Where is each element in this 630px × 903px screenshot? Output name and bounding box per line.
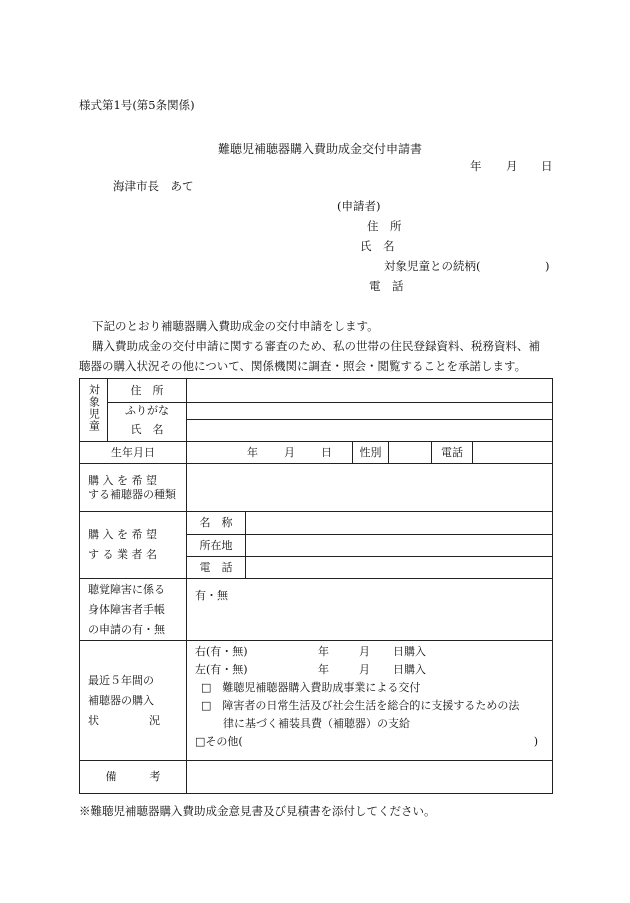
certificate-value[interactable]: 有・無 bbox=[187, 579, 553, 641]
left-year-label: 年 bbox=[318, 663, 329, 677]
device-type-label: 購 入 を 希 望 する補聴器の種類 bbox=[80, 464, 187, 512]
child-phone-label: 電話 bbox=[432, 442, 473, 464]
date-month: 月 bbox=[506, 159, 518, 173]
certificate-label: 聴覚障害に係る 身体障害者手帳 の申請の有・無 bbox=[80, 579, 187, 641]
applicant-heading: (申請者) bbox=[337, 199, 381, 213]
option-other-row[interactable] bbox=[187, 733, 552, 751]
sex-label: 性別 bbox=[353, 442, 389, 464]
right-ear-row bbox=[187, 643, 552, 661]
intro-line-3: 聴器の購入状況その他について、関係機関に調査・照会・閲覧することを承諾します。 bbox=[79, 359, 527, 373]
option-other-checkbox[interactable]: □その他( bbox=[195, 735, 243, 749]
child-furigana-field[interactable] bbox=[187, 403, 553, 420]
intro-line-2: 購入費助成金の交付申請に関する審査のため、私の世帯の住民登録資料、税務資料、補 bbox=[92, 339, 541, 353]
left-ear-row bbox=[187, 661, 552, 679]
birthdate-label: 生年月日 bbox=[80, 442, 187, 464]
vendor-location-label: 所在地 bbox=[187, 535, 246, 557]
applicant-address-label: 住 所 bbox=[367, 219, 402, 233]
left-ear-label[interactable]: 左(有・無) bbox=[195, 663, 248, 677]
date-day: 日 bbox=[541, 159, 553, 173]
child-address-label: 住 所 bbox=[108, 379, 187, 403]
left-month-label: 月 bbox=[359, 663, 370, 677]
remarks-field[interactable] bbox=[187, 761, 553, 794]
option-other-close: ) bbox=[533, 735, 539, 749]
option-welfare-continued: 律に基づく補装具費（補聴器）の支給 bbox=[223, 717, 410, 731]
child-phone-field[interactable] bbox=[473, 442, 553, 464]
birth-year-label: 年 bbox=[247, 445, 258, 459]
vendor-name-label: 名 称 bbox=[187, 512, 246, 535]
child-name-field[interactable] bbox=[187, 420, 553, 442]
purchase-history-field bbox=[187, 641, 553, 761]
left-day-label: 日購入 bbox=[393, 663, 426, 677]
vendor-location-field[interactable] bbox=[246, 535, 553, 557]
child-section-label: 対象児童 bbox=[80, 379, 108, 442]
vendor-name-field[interactable] bbox=[246, 512, 553, 535]
option-subsidy-checkbox[interactable]: □ 難聴児補聴器購入費助成事業による交付 bbox=[201, 681, 421, 695]
remarks-label: 備 考 bbox=[80, 761, 187, 794]
vendor-label: 購 入 を 希 望 す る 業 者 名 bbox=[80, 512, 187, 579]
application-table bbox=[79, 378, 553, 794]
right-year-label: 年 bbox=[318, 645, 329, 659]
right-ear-label[interactable]: 右(有・無) bbox=[195, 645, 248, 659]
sex-field[interactable] bbox=[389, 442, 432, 464]
footnote: ※難聴児補聴器購入費助成金意見書及び見積書を添付してください。 bbox=[79, 804, 436, 818]
vendor-phone-field[interactable] bbox=[246, 557, 553, 579]
purchase-history-label: 最近５年間の 補聴器の購入 状 況 bbox=[80, 641, 187, 761]
form-title: 難聴児補聴器購入費助成金交付申請書 bbox=[218, 142, 423, 156]
intro-line-1: 下記のとおり補聴器購入費助成金の交付申請をします。 bbox=[92, 319, 379, 333]
option-welfare-checkbox[interactable]: □ 障害者の日常生活及び社会生活を総合的に支援するための法 bbox=[201, 699, 520, 713]
applicant-relation-label: 対象児童との続柄( bbox=[384, 259, 481, 273]
right-month-label: 月 bbox=[359, 645, 370, 659]
birthdate-field[interactable] bbox=[187, 442, 353, 464]
child-address-field[interactable] bbox=[187, 379, 553, 403]
applicant-phone-label: 電 話 bbox=[369, 279, 404, 293]
device-type-field[interactable] bbox=[187, 464, 553, 512]
right-day-label: 日購入 bbox=[393, 645, 426, 659]
form-number: 様式第1号(第5条関係) bbox=[79, 98, 195, 112]
addressee: 海津市長 あて bbox=[113, 179, 194, 193]
applicant-name-label: 氏 名 bbox=[360, 239, 395, 253]
child-name-label: 氏 名 bbox=[108, 420, 187, 442]
child-furigana-label: ふりがな bbox=[108, 403, 187, 420]
date-year: 年 bbox=[470, 159, 482, 173]
vendor-phone-label: 電 話 bbox=[187, 557, 246, 579]
applicant-relation-close: ) bbox=[545, 259, 550, 273]
birth-day-label: 日 bbox=[321, 445, 332, 459]
birth-month-label: 月 bbox=[284, 445, 295, 459]
